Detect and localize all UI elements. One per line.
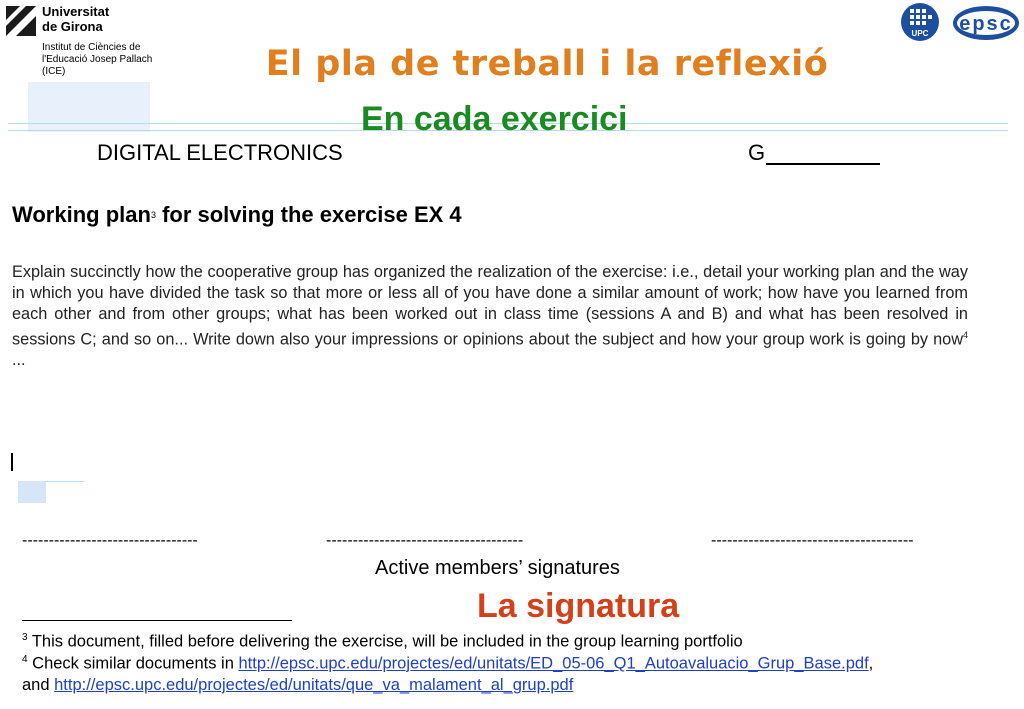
- epsc-logo: [950, 4, 1020, 42]
- signature-line-3: --------------------------------------: [711, 532, 914, 549]
- text-cursor: [11, 453, 13, 471]
- group-blank-line: [766, 163, 880, 165]
- udg-name: [42, 4, 109, 34]
- instructions-paragraph: [12, 262, 968, 371]
- footnote-link-1[interactable]: http://epsc.upc.edu/projectes/ed/unitats/ED_05-06_Q1_Autoavaluacio_Grup_Base.pdf: [238, 654, 869, 673]
- signature-line-1: ---------------------------------: [22, 532, 198, 549]
- instructions-text: Explain succinctly how the cooperative group has organized the realization of the exercise: i.e., detail your working plan and the way in which you have divided the task so that more or less all of you have done a similar amount of work; how have you learned from each other and from other groups; what has been worked out in class time (sessions A and B) and what has been resolved in sessions C; and so on... Write down also your impressions or opinions about the subject and how your group work is going by now: [12, 263, 968, 349]
- ice-line-1: Institut de Ciències de: [42, 42, 141, 53]
- footnote-4-cont: [22, 676, 573, 695]
- udg-name-line-2: de Girona: [42, 19, 103, 34]
- epsc-text: epsc: [959, 13, 1013, 35]
- footnote-4-and: and: [22, 676, 55, 694]
- upc-logo: [898, 2, 944, 42]
- footnote-4-number: 4: [22, 654, 28, 665]
- udg-name-line-1: Universitat: [42, 4, 110, 19]
- slide-title: El pla de treball i la reflexió: [265, 44, 829, 84]
- footnote-link-2[interactable]: http://epsc.upc.edu/projectes/ed/unitats/que_va_malament_al_grup.pdf: [54, 676, 574, 694]
- upc-text: UPC: [911, 29, 929, 38]
- scan-artifact: [18, 481, 46, 503]
- heading-text: Working plan: [12, 202, 151, 227]
- footnote-3: [22, 632, 743, 652]
- ice-line-3: (ICE): [42, 66, 66, 77]
- signatures-caption: Active members’ signatures: [375, 557, 620, 579]
- ice-line-2: l'Educació Josep Pallach: [42, 54, 153, 65]
- signature-line-2: -------------------------------------: [326, 532, 524, 549]
- heading-text-rest: for solving the exercise EX 4: [155, 202, 462, 227]
- footnote-rule: [22, 620, 292, 621]
- scan-artifact: [28, 82, 150, 132]
- footnote-4-text: Check similar documents in: [27, 654, 239, 673]
- group-label: G: [748, 140, 766, 165]
- course-name: DIGITAL ELECTRONICS: [97, 140, 343, 165]
- footnote-3-number: 3: [22, 632, 28, 643]
- slide-subtitle: En cada exercici: [361, 100, 628, 138]
- footnote-4: [22, 654, 873, 674]
- heading-footnote-ref: 3: [150, 210, 156, 220]
- instructions-footnote-ref: 4: [962, 330, 968, 340]
- divider-line: [46, 481, 84, 482]
- udg-mark-icon: [6, 6, 36, 36]
- instructions-tail: ...: [12, 351, 26, 370]
- working-plan-heading: [12, 202, 462, 228]
- footnote-3-text: This document, filled before delivering the exercise, will be included in the group learning portfolio: [27, 632, 743, 651]
- footnote-4-comma: ,: [868, 654, 874, 673]
- signature-label: La signatura: [477, 587, 680, 625]
